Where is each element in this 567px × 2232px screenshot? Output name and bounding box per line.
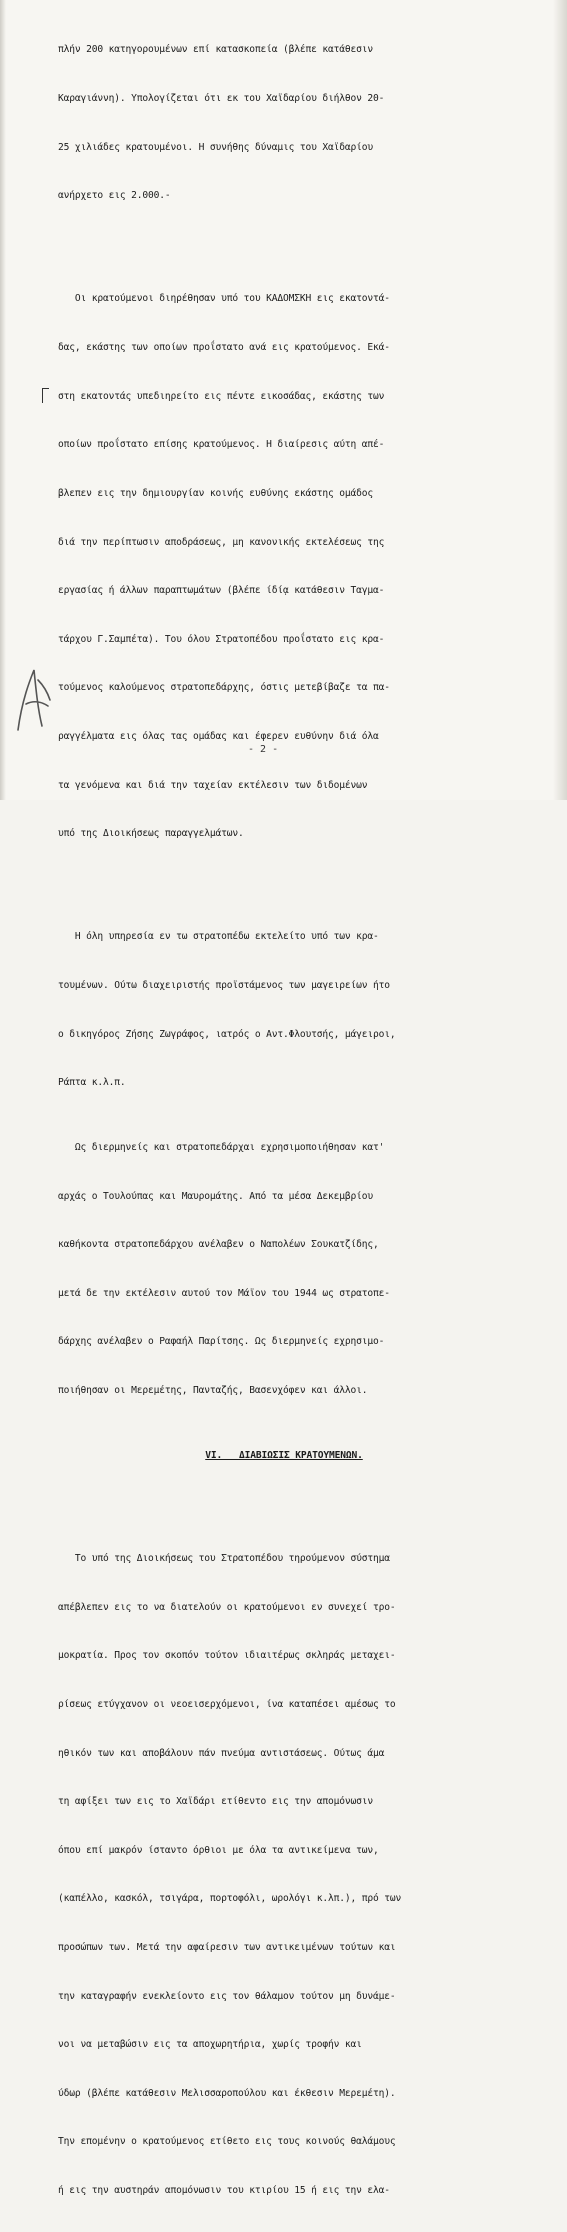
text-line: ή εις την αυστηράν απομόνωσιν του κτιρίου 15 ή εις την ελα- [58, 2185, 390, 2197]
text-line: μοκρατία. Προς τον σκοπόν τούτον ιδιαιτέρως σκληράς μεταχει- [58, 1650, 396, 1662]
text-line: ο δικηγόρος Ζήσης Ζωγράφος, ιατρός ο Αντ.Φλουτσής, μάγειροι, [58, 1028, 396, 1040]
text-line: τάρχου Γ.Σαμπέτα). Του όλου Στρατοπέδου προΐστατο εις κρα- [58, 633, 385, 645]
page-number-mark: - 2 - [248, 744, 279, 755]
text-line: τη αφίξει των εις το Χαϊδάρι ετίθεντο εις την απομόνωσιν [58, 1796, 374, 1808]
text-line: όπου επί μακρόν ίσταντο όρθιοι με όλα τα αντικείμενα των, [58, 1844, 379, 1856]
text-line: μετά δε την εκτέλεσιν αυτού τον Μάϊον του 1944 ως στρατοπε- [58, 1287, 390, 1299]
text-line: Καραγιάννη). Υπολογίζεται ότι εκ του Χαϊδαρίου διήλθον 20- [58, 93, 385, 105]
text-line: Ράπτα κ.λ.π. [58, 1077, 126, 1089]
text-line: διά την περίπτωσιν αποδράσεως, μη κανονικής εκτελέσεως της [58, 536, 385, 548]
text-line: απέβλεπεν εις το να διατελούν οι κρατούμενοι εν συνεχεί τρο- [58, 1601, 396, 1613]
text-line: καθήκοντα στρατοπεδάρχου ανέλαβεν ο Ναπολέων Σουκατζίδης, [58, 1239, 379, 1251]
text-line: εργασίας ή άλλων παραπτωμάτων (βλέπε ίδίᾳ κατάθεσιν Ταγμα- [58, 585, 385, 597]
text-line: αρχάς ο Τουλούπας και Μαυρομάτης. Από τα μέσα Δεκεμβρίου [58, 1190, 374, 1202]
text-line: βλεπεν εις την δημιουργίαν κοινής ευθύνης εκάστης ομάδος [58, 487, 374, 499]
text-line: πλήν 200 κατηγορουμένων επί κατασκοπεία (βλέπε κατάθεσιν [58, 44, 374, 56]
text-line: 25 χιλιάδες κρατουμένοι. Η συνήθης δύναμις του Χαϊδαρίου [58, 141, 374, 153]
text-line: νοι να μεταβώσιν εις τα αποχωρητήρια, χωρίς τροφήν και [58, 2039, 362, 2051]
text-line: ηθικόν των και αποβάλουν πάν πνεύμα αντιστάσεως. Ούτως άμα [58, 1747, 385, 1759]
text-line: υπό της Διοικήσεως παραγγελμάτων. [58, 828, 244, 840]
text-line: Το υπό της Διοικήσεως του Στρατοπέδου τηρούμενον σύστημα [58, 1553, 390, 1565]
text-line: τουμένων. Ούτω διαχειριστής προϊστάμενος των μαγειρείων ήτο [58, 979, 390, 991]
text-line: στη εκατοντάς υπεδιηρείτο εις πέντε εικοσάδας, εκάστης των [58, 390, 385, 402]
text-line: Οι κρατούμενοι διηρέθησαν υπό του ΚΑΔΟΜΣΚΗ εις εκατοντά- [58, 293, 390, 305]
text-line: ανήρχετο εις 2.000.- [58, 190, 171, 202]
text-line: δας, εκάστης των οποίων προΐστατο ανά εις κρατούμενος. Εκά- [58, 342, 390, 354]
handwritten-margin-scribble [8, 660, 58, 740]
text-line: ραγγέλματα εις όλας τας ομάδας και έφερεν ευθύνην διά όλα [58, 730, 379, 742]
text-line: προσώπων των. Μετά την αφαίρεσιν των αντικειμένων τούτων και [58, 1941, 396, 1953]
page-right-edge-shadow [553, 0, 567, 800]
margin-bracket-mark [42, 388, 49, 403]
text-line: την καταγραφήν ενεκλείοντο εις τον θάλαμον τούτον μη δυνάμε- [58, 1990, 396, 2002]
typewritten-text-block [58, 10, 510, 2232]
text-line: ύδωρ (βλέπε κατάθεσιν Μελισσαροπούλου και έκθεσιν Μερεμέτη). [58, 2087, 396, 2099]
text-line: ρίσεως ετύγχανον οι νεοεισερχόμενοι, ίνα καταπέσει αμέσως το [58, 1698, 396, 1710]
text-line: οποίων προΐστατο επίσης κρατούμενος. Η διαίρεσις αύτη απέ- [58, 439, 385, 451]
text-line: Η όλη υπηρεσία εν τω στρατοπέδω εκτελείτο υπό των κρα- [58, 931, 379, 943]
text-line: Ως διερμηνείς και στρατοπεδάρχαι εχρησιμοποιήθησαν κατ' [58, 1142, 385, 1154]
text-line: Την επομένην ο κρατούμενος ετίθετο εις τους κοινούς θαλάμους [58, 2136, 396, 2148]
text-line: δάρχης ανέλαβεν ο Ραφαήλ Παρίτσης. Ως διερμηνείς εχρησιμο- [58, 1336, 385, 1348]
section-heading: VI. ΔΙΑΒΙΩΣΙΣ ΚΡΑΤΟΥΜΕΝΩΝ. [205, 1449, 363, 1461]
text-line: τούμενος καλούμενος στρατοπεδάρχης, όστις μετεβίβαζε τα πα- [58, 682, 390, 694]
text-line: τα γενόμενα και διά την ταχείαν εκτέλεσιν των διδομένων [58, 779, 368, 791]
text-line: ποιήθησαν οι Μερεμέτης, Πανταζής, Βασενχόφεν και άλλοι. [58, 1385, 368, 1397]
text-line: (καπέλλο, κασκόλ, τσιγάρα, πορτοφόλι, ωρολόγι κ.λπ.), πρό των [58, 1893, 402, 1905]
page-left-edge-shadow [0, 0, 6, 800]
